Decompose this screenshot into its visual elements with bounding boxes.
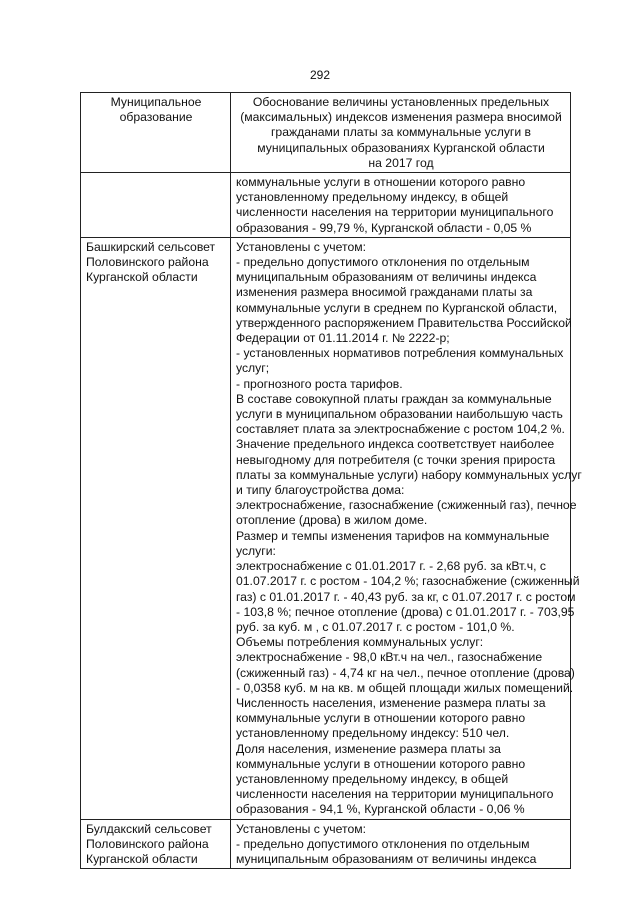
- justification-text-line: услуги:: [236, 543, 276, 558]
- justification-text-line: платы за коммунальные услуги) набору коммунальных услуг: [236, 467, 582, 482]
- justification-text-line: В составе совокупной платы граждан за коммунальные: [236, 391, 552, 406]
- justification-text-line: численности населения на территории муниципального: [236, 787, 554, 802]
- justification-text-line: изменения размера вносимой гражданами платы за: [236, 285, 533, 300]
- justification-text-line: образования - 94,1 %, Курганской области - 0,06 %: [236, 802, 525, 817]
- table-row: [81, 237, 571, 819]
- justification-text-line: Значение предельного индекса соответствует наиболее: [236, 437, 555, 452]
- header-col1-line: образование: [119, 110, 193, 125]
- header-justification-cell: [231, 93, 571, 173]
- municipality-cell: [81, 173, 231, 238]
- justification-text-line: установленному предельному индексу: 510 чел.: [236, 726, 510, 741]
- justification-text-line: 01.07.2017 г. с ростом - 104,2 %; газоснабжение (сжиженный: [236, 574, 580, 589]
- justification-text-line: утвержденного распоряжением Правительства Российской: [236, 315, 572, 330]
- justification-text-line: Численность населения, изменение размера платы за: [236, 695, 546, 710]
- justification-text-line: руб. за куб. м , с 01.07.2017 г. с ростом - 101,0 %.: [236, 619, 515, 634]
- justification-text-line: - 103,8 %; печное отопление (дрова) с 01.01.2017 г. - 703,95: [236, 604, 575, 619]
- municipality-name-line: Булдакский сельсовет: [86, 821, 212, 836]
- header-col2-line: гражданами платы за коммунальные услуги в: [270, 125, 532, 140]
- justification-text-line: установленному предельному индексу, в общей: [236, 190, 509, 205]
- table-row: [81, 819, 571, 869]
- justification-text-line: муниципальным образованиям от величины индекса: [236, 851, 537, 866]
- header-col1-line: Муниципальное: [110, 95, 202, 109]
- justification-text-line: электроснабжение с 01.01.2017 г. - 2,68 руб. за кВт.ч, с: [236, 559, 546, 574]
- justification-cell: [231, 173, 571, 238]
- justification-text-line: Размер и темпы изменения тарифов на коммунальные: [236, 528, 550, 543]
- header-col2-line: (максимальных) индексов изменения размера вносимой: [240, 110, 562, 125]
- justification-cell: [231, 819, 571, 869]
- justification-text-line: электроснабжение, газоснабжение (сжиженный газ), печное: [236, 498, 577, 513]
- justification-text-line: установленному предельному индексу, в общей: [236, 771, 509, 786]
- header-municipality-cell: [81, 93, 231, 173]
- justification-text-line: и типу благоустройства дома:: [236, 483, 405, 498]
- page-number: 292: [309, 68, 331, 82]
- municipality-name-line: Половинского района: [86, 836, 209, 851]
- justification-text-line: - предельно допустимого отклонения по отдельным: [236, 836, 530, 851]
- justification-text-line: коммунальные услуги в отношении которого равно: [236, 756, 526, 771]
- table-header-row: [81, 93, 571, 173]
- municipality-cell: [81, 237, 231, 819]
- municipality-name-line: Курганской области: [86, 851, 198, 866]
- municipality-name-line: Башкирский сельсовет: [86, 239, 216, 254]
- municipality-cell: [81, 819, 231, 869]
- tariff-justification-table: [80, 92, 582, 869]
- header-col2-line: Обоснование величины установленных предельных: [252, 95, 550, 109]
- justification-text-line: газ) с 01.01.2017 г. - 40,43 руб. за кг, с 01.07.2017 г. с ростом: [236, 589, 576, 604]
- justification-text-line: - установленных нормативов потребления коммунальных: [236, 346, 564, 361]
- justification-text-line: услуг;: [236, 361, 270, 376]
- justification-text-line: коммунальные услуги в среднем по Курганской области,: [236, 300, 558, 315]
- justification-cell: [231, 237, 582, 819]
- justification-text-line: коммунальные услуги в отношении которого равно: [236, 175, 526, 190]
- municipality-name-line: Половинского района: [86, 255, 209, 270]
- header-col2-line: на 2017 год: [368, 155, 434, 170]
- justification-text-line: - 0,0358 куб. м на кв. м общей площади жилых помещений.: [236, 680, 574, 695]
- municipality-name-line: Курганской области: [86, 270, 198, 285]
- justification-text-line: электроснабжение - 98,0 кВт.ч на чел., газоснабжение: [236, 650, 543, 665]
- justification-text-line: образования - 99,79 %, Курганской области - 0,05 %: [236, 220, 532, 235]
- justification-text-line: составляет плата за электроснабжение с ростом 104,2 %.: [236, 422, 565, 437]
- justification-text-line: отопление (дрова) в жилом доме.: [236, 513, 428, 528]
- justification-text-line: Федерации от 01.11.2014 г. № 2222-р;: [236, 331, 450, 346]
- table-row: [81, 173, 571, 238]
- justification-text-line: невыгодному для потребителя (с точки зрения прироста: [236, 452, 556, 467]
- justification-text-line: коммунальные услуги в отношении которого равно: [236, 711, 526, 726]
- justification-text-line: - прогнозного роста тарифов.: [236, 376, 403, 391]
- justification-text-line: Объемы потребления коммунальных услуг:: [236, 635, 484, 650]
- justification-text-line: (сжиженный газ) - 4,74 кг на чел., печное отопление (дрова): [236, 665, 575, 680]
- justification-text-line: Установлены с учетом:: [236, 821, 366, 836]
- justification-text-line: услуги в муниципальном образовании наибольшую часть: [236, 407, 563, 422]
- justification-text-line: - предельно допустимого отклонения по отдельным: [236, 255, 530, 270]
- justification-text-line: численности населения на территории муниципального: [236, 205, 554, 220]
- justification-text-line: муниципальным образованиям от величины индекса: [236, 270, 537, 285]
- header-col2-line: муниципальных образованиях Курганской области: [257, 140, 545, 155]
- justification-text-line: Установлены с учетом:: [236, 239, 366, 254]
- justification-text-line: Доля населения, изменение размера платы за: [236, 741, 501, 756]
